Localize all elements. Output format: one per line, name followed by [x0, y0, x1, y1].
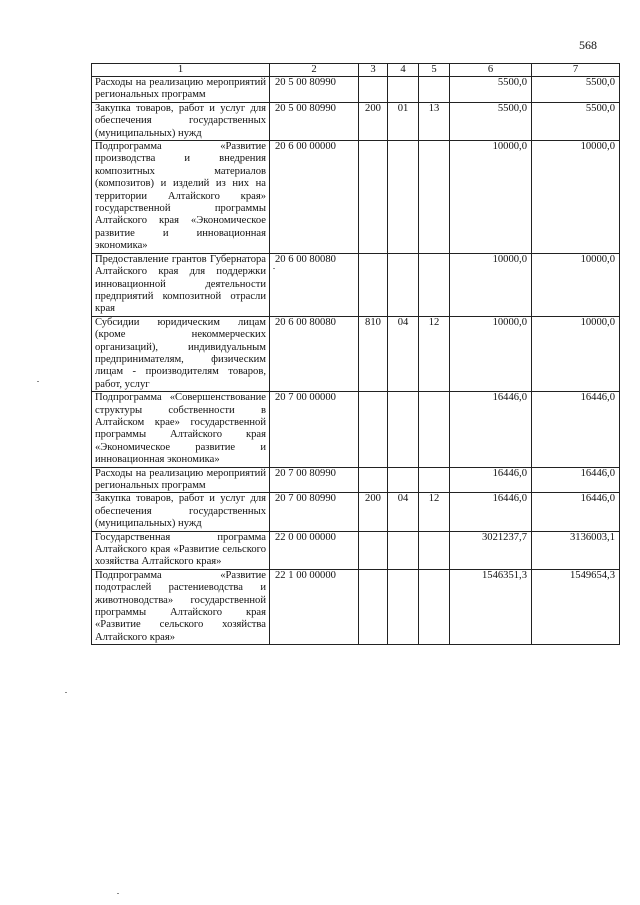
- row-code: 20 7 00 80990: [270, 467, 359, 493]
- row-sum-2: 5500,0: [532, 77, 620, 103]
- row-pr: [419, 467, 450, 493]
- row-pr: [419, 569, 450, 644]
- table-row: [92, 316, 620, 391]
- row-sum-2: 10000,0: [532, 316, 620, 391]
- table-header-row: [92, 64, 620, 77]
- page-number: 568: [579, 38, 597, 52]
- row-sum-2: 5500,0: [532, 102, 620, 140]
- row-vr: 200: [359, 102, 388, 140]
- row-sum-2: 3136003,1: [532, 531, 620, 569]
- row-sum-1: 1546351,3: [450, 569, 532, 644]
- row-name: Подпрограмма «Развитие производства и внедрения композитных материалов (композитов) и изделий из них на территории Алтайского края» государственной программы Алтайского края «Экономическое развитие и инновационная экономика»: [92, 141, 270, 254]
- column-header: 2: [270, 64, 359, 77]
- scan-speck: [273, 268, 275, 269]
- row-name: Субсидии юридическим лицам (кроме некоммерческих организаций), индивидуальным предпринимателям, физическим лицам - производителям товаров, работ, услуг: [92, 316, 270, 391]
- row-sum-2: 10000,0: [532, 253, 620, 316]
- row-rz: [388, 77, 419, 103]
- table-row: [92, 141, 620, 254]
- row-rz: 01: [388, 102, 419, 140]
- row-name: Расходы на реализацию мероприятий региональных программ: [92, 77, 270, 103]
- row-rz: [388, 531, 419, 569]
- row-sum-1: 5500,0: [450, 102, 532, 140]
- table-row: [92, 569, 620, 644]
- row-sum-1: 16446,0: [450, 467, 532, 493]
- table-row: [92, 253, 620, 316]
- row-sum-2: 16446,0: [532, 493, 620, 531]
- row-rz: 04: [388, 493, 419, 531]
- row-code: 20 5 00 80990: [270, 77, 359, 103]
- table-row: [92, 102, 620, 140]
- row-name: Подпрограмма «Совершенствование структуры собственности в Алтайском крае» государственной программы Алтайского края «Экономическое развитие и инновационная экономика»: [92, 392, 270, 467]
- row-name: Предоставление грантов Губернатора Алтайского края для поддержки инновационной деятельности предприятий композитной отрасли края: [92, 253, 270, 316]
- budget-table: [91, 63, 620, 645]
- table-row: [92, 77, 620, 103]
- row-pr: [419, 392, 450, 467]
- row-pr: [419, 141, 450, 254]
- row-sum-1: 16446,0: [450, 392, 532, 467]
- row-sum-2: 10000,0: [532, 141, 620, 254]
- row-sum-2: 16446,0: [532, 392, 620, 467]
- row-rz: [388, 569, 419, 644]
- column-header: 6: [450, 64, 532, 77]
- row-pr: 12: [419, 316, 450, 391]
- scan-speck: [37, 381, 39, 382]
- row-rz: [388, 467, 419, 493]
- row-pr: [419, 253, 450, 316]
- row-vr: [359, 569, 388, 644]
- row-vr: 810: [359, 316, 388, 391]
- row-code: 22 1 00 00000: [270, 569, 359, 644]
- table-row: [92, 493, 620, 531]
- row-sum-2: 16446,0: [532, 467, 620, 493]
- row-pr: 12: [419, 493, 450, 531]
- row-vr: [359, 467, 388, 493]
- column-header: 3: [359, 64, 388, 77]
- row-sum-2: 1549654,3: [532, 569, 620, 644]
- row-vr: [359, 253, 388, 316]
- row-code: 22 0 00 00000: [270, 531, 359, 569]
- row-code: 20 6 00 00000: [270, 141, 359, 254]
- row-vr: [359, 141, 388, 254]
- column-header: 1: [92, 64, 270, 77]
- row-rz: [388, 253, 419, 316]
- row-sum-1: 3021237,7: [450, 531, 532, 569]
- row-sum-1: 16446,0: [450, 493, 532, 531]
- row-code: 20 7 00 80990: [270, 493, 359, 531]
- table-row: [92, 467, 620, 493]
- row-pr: 13: [419, 102, 450, 140]
- row-vr: 200: [359, 493, 388, 531]
- row-rz: [388, 141, 419, 254]
- row-rz: [388, 392, 419, 467]
- row-vr: [359, 77, 388, 103]
- row-rz: 04: [388, 316, 419, 391]
- row-sum-1: 10000,0: [450, 316, 532, 391]
- column-header: 5: [419, 64, 450, 77]
- row-vr: [359, 531, 388, 569]
- row-code: 20 7 00 00000: [270, 392, 359, 467]
- row-code: 20 6 00 80080: [270, 253, 359, 316]
- scan-speck: [117, 893, 119, 894]
- row-name: Закупка товаров, работ и услуг для обеспечения государственных (муниципальных) нужд: [92, 102, 270, 140]
- row-pr: [419, 531, 450, 569]
- row-code: 20 5 00 80990: [270, 102, 359, 140]
- row-sum-1: 5500,0: [450, 77, 532, 103]
- row-name: Государственная программа Алтайского края «Развитие сельского хозяйства Алтайского края»: [92, 531, 270, 569]
- row-name: Подпрограмма «Развитие подотраслей растениеводства и животноводства» государственной программы Алтайского края «Развитие сельского хозяйства Алтайского края»: [92, 569, 270, 644]
- table-row: [92, 392, 620, 467]
- scan-speck: [65, 692, 67, 693]
- column-header: 7: [532, 64, 620, 77]
- column-header: 4: [388, 64, 419, 77]
- row-code: 20 6 00 80080: [270, 316, 359, 391]
- row-vr: [359, 392, 388, 467]
- row-sum-1: 10000,0: [450, 141, 532, 254]
- table-row: [92, 531, 620, 569]
- row-name: Расходы на реализацию мероприятий региональных программ: [92, 467, 270, 493]
- row-name: Закупка товаров, работ и услуг для обеспечения государственных (муниципальных) нужд: [92, 493, 270, 531]
- row-sum-1: 10000,0: [450, 253, 532, 316]
- row-pr: [419, 77, 450, 103]
